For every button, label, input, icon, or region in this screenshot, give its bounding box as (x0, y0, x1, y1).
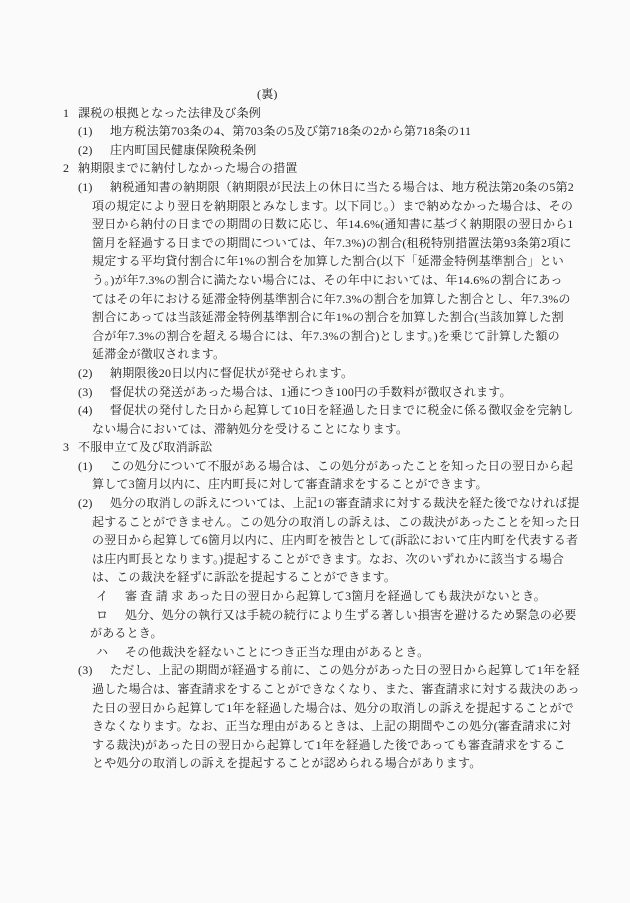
item-text: 地方税法第703条の4、第703条の5及び第718条の2から第718条の11 (110, 124, 472, 139)
item-line (0, 494, 630, 513)
item-text: 処分の取消しの訴えについては、上記1の審査請求に対する裁決を経た後でなければ提 (110, 496, 580, 511)
item-text-line: ない場合においては、滞納処分を受けることになります。 (92, 421, 409, 436)
sub-item-text: 審 査 請 求 あった日の翌日から起算して3箇月を経過しても裁決がないとき。 (125, 589, 547, 604)
section-heading-1 (0, 104, 630, 123)
item-line (0, 401, 630, 420)
item-text-line: 箇月を経過する日までの期間については、年7.3%)の割合(租税特別措置法第93条第2項に (92, 235, 572, 250)
item-text-line: てはその年における延滞金特例基準割合に年7.3%の割合を加算した割合とし、年7.3%の (92, 291, 571, 306)
item-text-line: 規定する平均貸付割合に年1%の割合を加算した割合(以下「延滞金特例基準割合」とい (92, 254, 564, 269)
item-line (0, 364, 630, 383)
item-text-line: た日の翌日から起算して1年を経過した場合は、処分の取消しの訴えを提起することがで (92, 700, 575, 715)
item-number: (4) (78, 403, 93, 418)
sub-item-text-line: があるとき。 (90, 626, 163, 641)
item-line (0, 122, 630, 141)
item-number: (3) (78, 663, 93, 678)
section-heading-text: 課税の根拠となった法律及び条例 (78, 105, 262, 120)
item-line (0, 141, 630, 160)
item-text-line: の翌日から起算して6箇月以内に、庄内町を被告として(訴訟において庄内町を代表する者 (92, 533, 579, 548)
item-text: ただし、上記の期間が経過する前に、この処分があった日の翌日から起算して1年を経 (110, 663, 580, 678)
item-number: (2) (78, 496, 93, 511)
item-number: (2) (78, 365, 93, 380)
item-text-line: きなくなります。なお、正当な理由があるときは、上記の期間やこの処分(審査請求に対 (92, 719, 572, 734)
item-text-line: する裁決)があった日の翌日から起算して1年を経過した後であっても審査請求をするこ (92, 737, 566, 752)
page-side-label: (裏) (257, 87, 278, 101)
sub-item-letter: ハ (96, 644, 109, 659)
section-heading-2 (0, 159, 630, 178)
section-heading-3 (0, 438, 630, 457)
item-text-line: 割合にあっては当該延滞金特例基準割合に年1%の割合を加算した割合(当該加算した割 (92, 310, 564, 325)
item-text: 庄内町国民健康保険税条例 (110, 142, 257, 157)
item-number: (1) (78, 458, 93, 473)
item-text-line: とや処分の取消しの訴えを提起することが認められる場合があります。 (92, 756, 482, 771)
section-number: 1 (63, 105, 70, 120)
section-number: 3 (63, 440, 70, 455)
item-line (0, 457, 630, 476)
item-text-line: は庄内町長となります。)提起することができます。なお、次のいずれかに該当する場合 (92, 551, 565, 566)
sub-item-line (0, 643, 630, 662)
sub-item-line (0, 606, 630, 625)
item-text-line: 項の規定により翌日を納期限とみなします。以下同じ。）まで納めなかった場合は、その (92, 198, 574, 213)
item-text: 納期限後20日以内に督促状が発せられます。 (110, 365, 354, 380)
item-text-line: 起することができません。この処分の取消しの訴えは、この裁決があったことを知った日 (92, 514, 581, 529)
sub-item-text: その他裁決を経ないことにつき正当な理由があるとき。 (125, 644, 430, 659)
sub-item-text: 処分、処分の執行又は手続の続行により生ずる著しい損害を避けるため緊急の必要 (125, 607, 577, 622)
item-text-line: 過した場合は、審査請求をすることができなくなり、また、審査請求に対する裁決のあっ (92, 682, 580, 696)
item-number: (3) (78, 384, 93, 399)
item-number: (2) (78, 142, 93, 157)
item-text: 督促状の発送があった場合は、1通につき100円の手数料が徴収されます。 (110, 384, 512, 399)
item-text-line: 合が年7.3%の割合を超える場合には、年7.3%の割合)とします。)を乗じて計算した額の (92, 328, 560, 343)
item-text-line: う。)が年7.3%の割合に満たない場合には、その年中においては、年14.6%の割合にあっ (92, 272, 563, 287)
item-text: 納税通知書の納期限（納期限が民法上の休日に当たる場合は、地方税法第20条の5第2 (110, 179, 575, 194)
item-text-line: は、この裁決を経ずに訴訟を提起することができます。 (92, 570, 397, 585)
item-number: (1) (78, 124, 93, 139)
item-text-line: 算して3箇月以内に、庄内町長に対して審査請求をすることができます。 (92, 477, 488, 492)
item-number: (1) (78, 179, 93, 194)
item-text-line: 延滞金が徴収されます。 (92, 347, 226, 362)
item-text: この処分について不服がある場合は、この処分があったことを知った日の翌日から起 (110, 458, 574, 473)
section-number: 2 (63, 161, 70, 176)
item-line (0, 661, 630, 680)
section-heading-text: 納期限までに納付しなかった場合の措置 (78, 161, 298, 176)
item-text-line: 翌日から納付の日までの期間の日数に応じ、年14.6%(通知書に基づく納期限の翌日から1 (92, 217, 574, 232)
sub-item-letter: イ (96, 589, 109, 604)
sub-item-letter: ロ (96, 607, 109, 622)
sub-item-line (0, 587, 630, 606)
item-line (0, 178, 630, 197)
item-text: 督促状の発付した日から起算して10日を経過した日までに税金に係る徴収金を完納し (110, 403, 574, 418)
section-heading-text: 不服申立て及び取消訴訟 (78, 440, 213, 455)
item-line (0, 383, 630, 402)
